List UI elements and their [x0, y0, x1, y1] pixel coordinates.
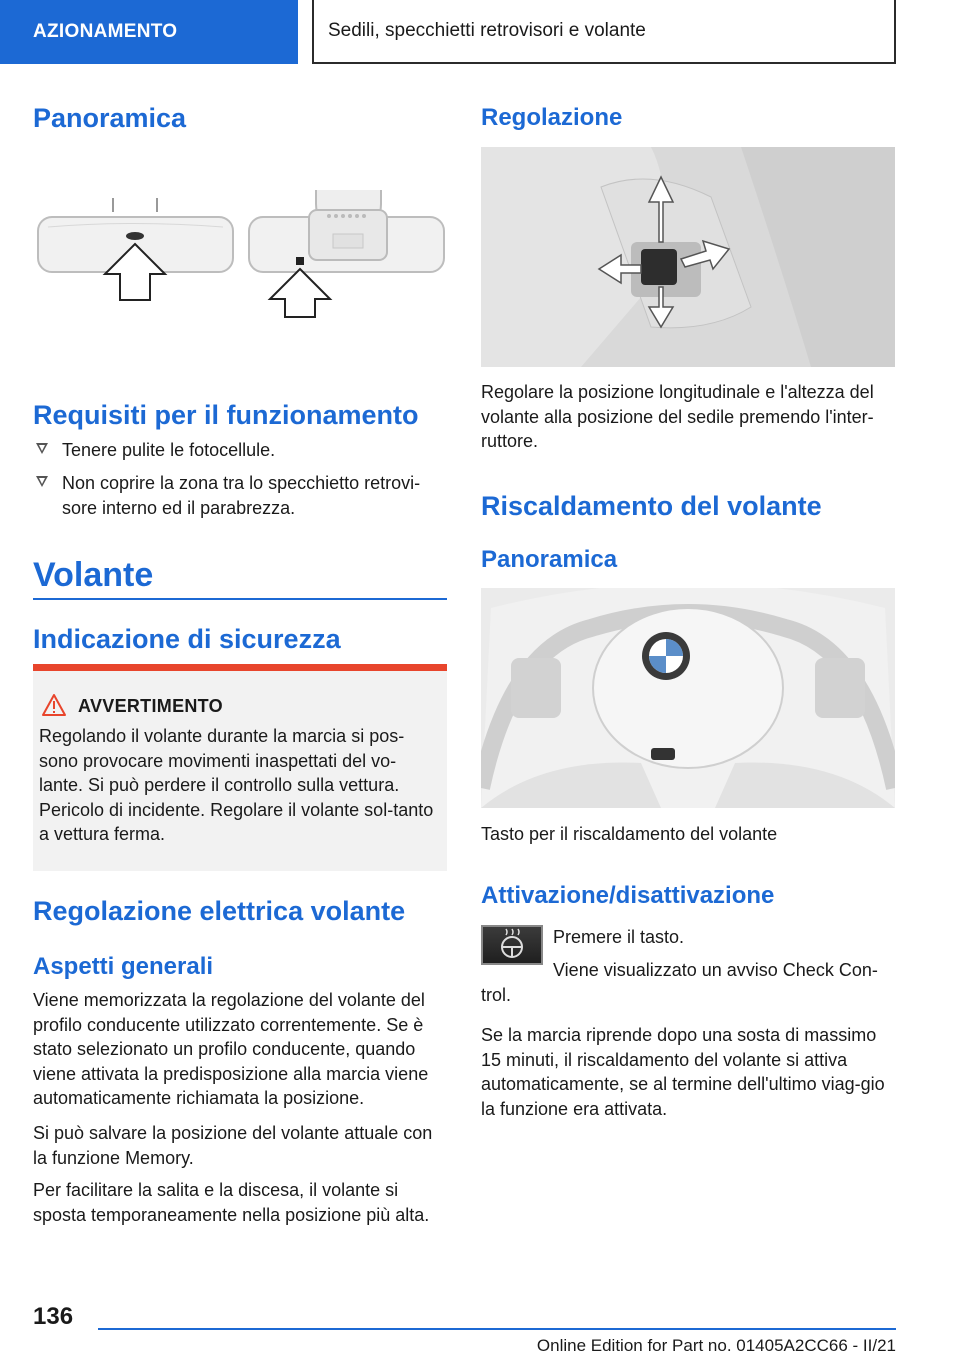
aspetti-paragraph: Viene memorizzata la regolazione del volante del profilo conducente utilizzato correntemente. Se è stato selezionato un profilo conducente, quando viene attivata la predisposizione alla marcia viene automaticamente richiamata la posizione.: [33, 990, 429, 1108]
warning-text: Regolando il volante durante la marcia si pos-sono provocare movimenti inaspettati del vo-lante. Si può perdere il controllo sulla vettura. Pericolo di incidente. Regolare il volante sol-tanto a vettura ferma.: [39, 726, 434, 844]
bullet-triangle-icon: [36, 476, 48, 487]
warning-title: AVVERTIMENTO: [78, 696, 223, 716]
warning-box: [33, 664, 447, 871]
requisiti-heading: Requisiti per il funzionamento: [33, 400, 419, 430]
regolazione-text: Regolare la posizione longitudinale e l'altezza del volante alla posizione del sedile premendo l'inter-ruttore.: [481, 382, 874, 451]
requisiti-item: Non coprire la zona tra lo specchietto retrovi-sore interno ed il parabrezza.: [33, 471, 447, 520]
riprende-text: Se la marcia riprende dopo una sosta di massimo 15 minuti, il riscaldamento del volante si attiva automaticamente, se al termine dell'ultimo viag-gio la funzione era attivata.: [481, 1025, 885, 1119]
mirror-sensor-figure: [33, 182, 447, 332]
footer-rule: [98, 1328, 896, 1330]
panoramica-heading: Panoramica: [33, 103, 187, 133]
riscaldamento-heading: Riscaldamento del volante: [481, 491, 822, 521]
sicurezza-heading: Indicazione di sicurezza: [33, 624, 341, 654]
attivazione-line2: Viene visualizzato un avviso Check Con-trol.: [481, 960, 878, 1005]
attivazione-line1: Premere il tasto.: [553, 927, 685, 947]
steering-wheel-figure: [481, 588, 895, 808]
regolazione-elettrica-heading: Regolazione elettrica volante: [33, 896, 406, 926]
section-rule: [33, 598, 447, 600]
panoramica-heading-right: Panoramica: [481, 546, 618, 573]
warning-triangle-icon: [41, 693, 67, 717]
aspetti-paragraph: Per facilitare la salita e la discesa, il volante si sposta temporaneamente nella posizione più alta.: [33, 1180, 430, 1225]
aspetti-heading: Aspetti generali: [33, 953, 214, 980]
requisiti-item: Tenere pulite le fotocellule.: [33, 438, 447, 463]
attivazione-heading: Attivazione/disattivazione: [481, 882, 775, 909]
chapter-title: Sedili, specchietti retrovisori e volante: [312, 0, 896, 64]
steering-adjust-figure: [481, 147, 895, 367]
figure-caption: Tasto per il riscaldamento del volante: [481, 824, 778, 844]
edition-text: Online Edition for Part no. 01405A2CC66 - II/21: [536, 1336, 896, 1355]
aspetti-paragraph: Si può salvare la posizione del volante attuale con la funzione Memory.: [33, 1123, 433, 1168]
warning-bar: [33, 664, 447, 671]
section-tab[interactable]: AZIONAMENTO: [0, 0, 298, 64]
bullet-triangle-icon: [36, 443, 48, 454]
page-number: 136: [33, 1303, 74, 1330]
volante-heading: Volante: [33, 556, 154, 594]
regolazione-heading: Regolazione: [481, 104, 623, 131]
